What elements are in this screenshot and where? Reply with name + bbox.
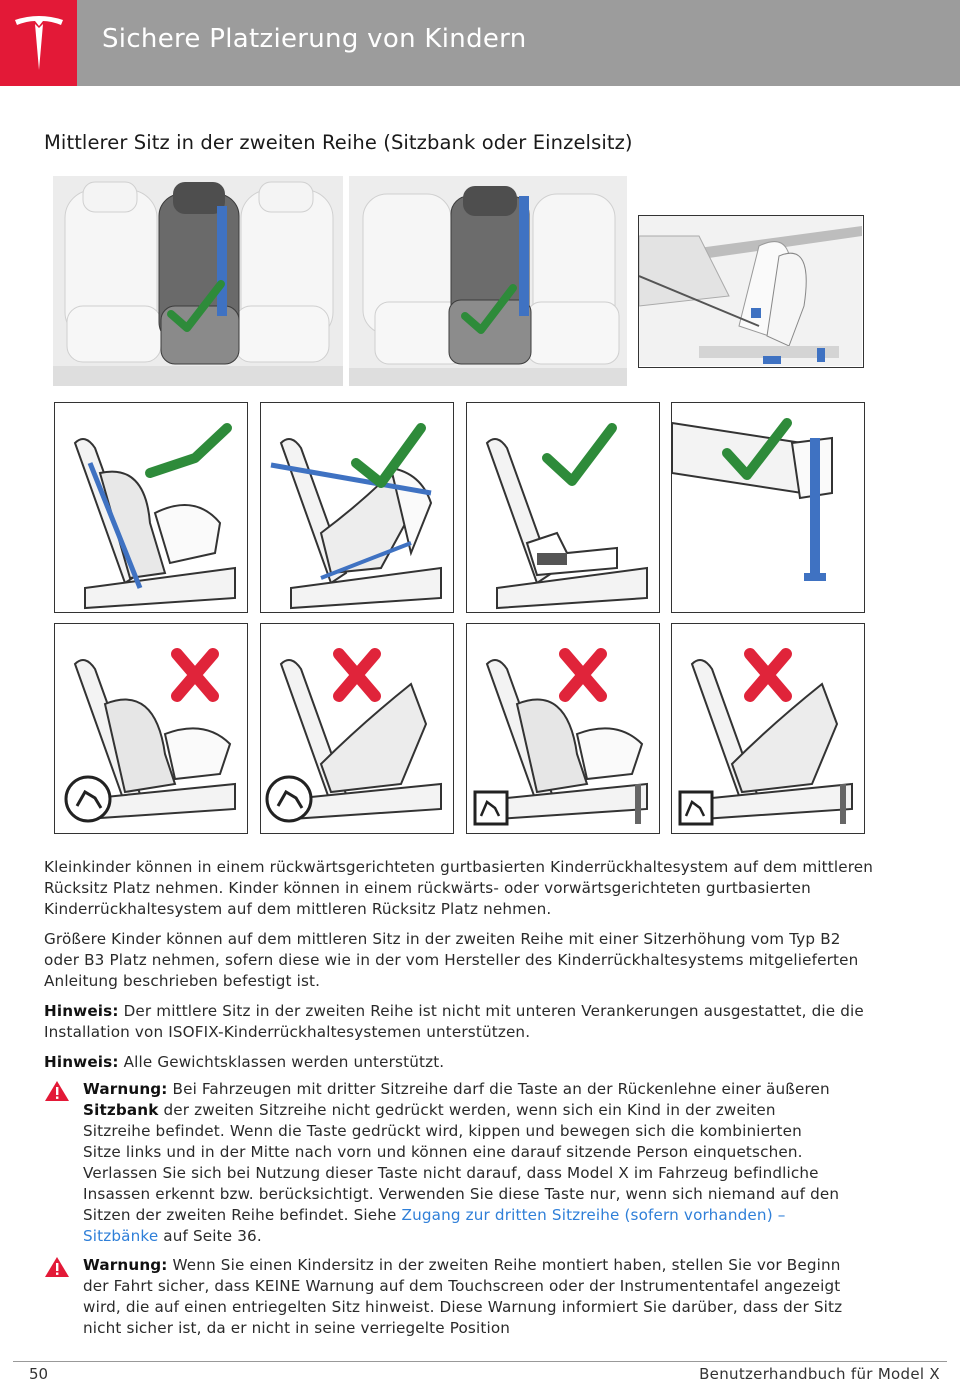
note-label: Hinweis: (44, 1053, 119, 1071)
warning-label: Warnung: (83, 1256, 168, 1274)
paragraph-older-children: Größere Kinder können auf dem mittleren Sitz in der zweiten Reihe mit einer Sitzerhöhung vom Typ B2 oder B3 Platz nehmen, sofern diese wie in der vom Hersteller des Kinderrückhaltesystems mitgelieferten Anleitung beschrieben befestigt ist. (44, 930, 859, 990)
note-weight-classes (44, 1052, 874, 1073)
note-text: Der mittlere Sitz in der zweiten Reihe ist nicht mit unteren Verankerungen ausgestattet, die die Installation von ISOFIX-Kinderrückhaltesystemen unterstützen. (44, 1002, 864, 1041)
page-number: 50 (29, 1365, 49, 1383)
booster-seat-panel (466, 402, 660, 613)
tesla-logo (0, 0, 77, 86)
note-isofix (44, 1001, 874, 1043)
warning-text-c: auf Seite 36. (158, 1227, 262, 1245)
note-label: Hinweis: (44, 1002, 119, 1020)
warning-bench-button (83, 1079, 843, 1247)
warning-bold-word: Sitzbank (83, 1101, 159, 1119)
warning-text: Wenn Sie einen Kindersitz in der zweiten Reihe montiert haben, stellen Sie vor Beginn der Fahrt sicher, dass KEINE Warnung auf dem Touchscreen oder der Instrumententafel angezeigt wird, die auf einen entriegelten Sitz hinweist. Diese Warnung informiert Sie darüber, dass der Sitz nicht sicher ist, da er nicht in seine verriegelte Position (83, 1256, 843, 1337)
section-heading: Mittlerer Sitz in der zweiten Reihe (Sitzbank oder Einzelsitz) (44, 131, 633, 154)
warning-icon (44, 1256, 70, 1278)
tesla-logo-icon (13, 14, 65, 72)
isofix-seat-not-allowed-panel-2 (260, 623, 454, 834)
isofix-seat-not-allowed-panel-3 (466, 623, 660, 834)
bench-seat-photo (53, 176, 343, 386)
support-leg-panel (671, 402, 865, 613)
warning-unlocked-seat (83, 1255, 843, 1339)
isofix-seat-not-allowed-panel-1 (54, 623, 248, 834)
third-row-access-link[interactable]: Zugang zur dritten Sitzreihe (sofern vorhanden) – Sitzbänke (83, 1206, 786, 1245)
individual-seats-photo (349, 176, 627, 386)
paragraph-infants: Kleinkinder können in einem rückwärtsgerichteten gurtbasierten Kinderrückhaltesystem auf dem mittleren Rücksitz Platz nehmen. Kinder können in einem rückwärts- oder vorwärtsgerichteten gurtbasierten Kinderrückhaltesystem auf dem mittleren Rücksitz Platz nehmen. (44, 858, 874, 918)
footer-divider (13, 1361, 947, 1362)
note-text: Alle Gewichtsklassen werden unterstützt. (118, 1053, 445, 1071)
warning-icon (44, 1080, 70, 1102)
warning-label: Warnung: (83, 1080, 168, 1098)
page-header (0, 0, 960, 86)
page-title: Sichere Platzierung von Kindern (102, 24, 527, 54)
seat-release-side-photo (638, 215, 864, 368)
warning-text-b: der zweiten Sitzreihe nicht gedrückt werden, wenn sich ein Kind in der zweiten Sitzreihe befindet. Wenn die Taste gedrückt wird, kippen und bewegen sich die kombinierten Sitze links und in der Mitte nach vorn und können eine darauf sitzende Person einquetschen. Verlassen Sie sich bei Nutzung dieser Taste nicht darauf, dass Model X im Fahrzeug befindliche Insassen erkennt bzw. berücksichtigt. Verwenden Sie diese Taste nur, wenn sich niemand auf den Sitzen der zweiten Reihe befindet. Siehe (83, 1101, 840, 1224)
rear-facing-belted-seat-panel (260, 402, 454, 613)
forward-facing-belted-seat-panel (54, 402, 248, 613)
warning-text-a: Bei Fahrzeugen mit dritter Sitzreihe darf die Taste an der Rückenlehne einer äußeren (167, 1080, 830, 1098)
manual-title: Benutzerhandbuch für Model X (699, 1365, 940, 1383)
isofix-seat-not-allowed-panel-4 (671, 623, 865, 834)
